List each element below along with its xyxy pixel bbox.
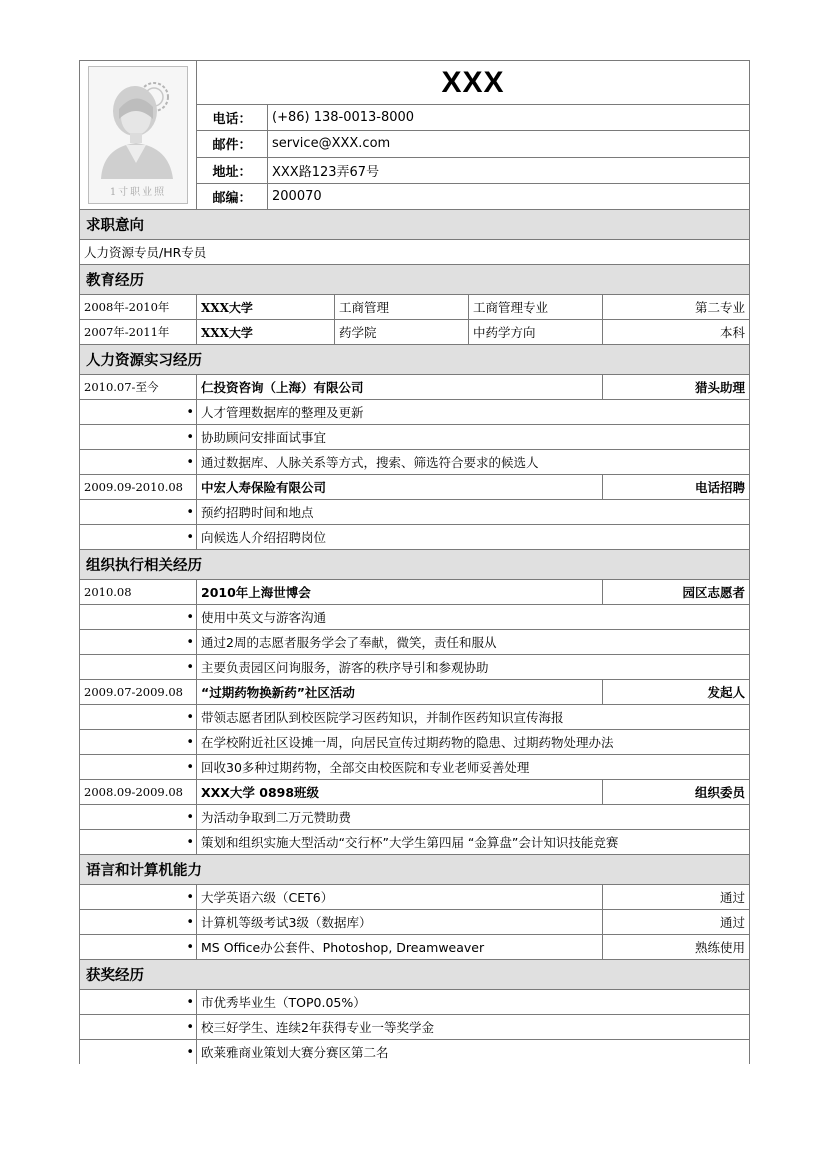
bullet-glyph: •	[80, 705, 197, 730]
experience-header-row	[80, 580, 750, 605]
award-item: 校三好学生、连续2年获得专业一等奖学金	[197, 1015, 750, 1040]
education-degree: 第二专业	[603, 295, 750, 320]
experience-org: 仁投资咨询（上海）有限公司	[197, 375, 603, 400]
experience-role: 组织委员	[603, 780, 750, 805]
experience-header-row	[80, 375, 750, 400]
bullet-row	[80, 605, 750, 630]
section-title-education: 教育经历	[80, 265, 750, 295]
bullet-text: 向候选人介绍招聘岗位	[197, 525, 750, 550]
bullet-glyph: •	[80, 655, 197, 680]
bullet-row	[80, 755, 750, 780]
bullet-text: 为活动争取到二万元赞助费	[197, 805, 750, 830]
bullet-text: 人才管理数据库的整理及更新	[197, 400, 750, 425]
skill-row	[80, 910, 750, 935]
skill-level: 通过	[603, 885, 750, 910]
bullet-row	[80, 730, 750, 755]
objective-value: 人力资源专员/HR专员	[80, 240, 750, 265]
experience-header-row	[80, 680, 750, 705]
bullet-glyph: •	[80, 990, 197, 1015]
skill-item: 计算机等级考试3级（数据库）	[197, 910, 603, 935]
phone-value: (+86) 138-0013-8000	[268, 105, 750, 131]
bullet-row	[80, 655, 750, 680]
experience-role: 发起人	[603, 680, 750, 705]
bullet-text: 预约招聘时间和地点	[197, 500, 750, 525]
bullet-row	[80, 1015, 750, 1040]
experience-role: 猎头助理	[603, 375, 750, 400]
bullet-text: 回收30多种过期药物，全部交由校医院和专业老师妥善处理	[197, 755, 750, 780]
experience-period: 2008.09-2009.08	[80, 780, 197, 805]
skill-level: 通过	[603, 910, 750, 935]
education-degree: 本科	[603, 320, 750, 345]
bullet-text: 策划和组织实施大型活动“交行杯”大学生第四届 “金算盘”会计知识技能竞赛	[197, 830, 750, 855]
bullet-row	[80, 705, 750, 730]
email-label: 邮件：	[197, 131, 268, 157]
education-period: 2007年-2011年	[80, 320, 197, 345]
section-title-organization: 组织执行相关经历	[80, 550, 750, 580]
bullet-row	[80, 805, 750, 830]
section-title-internship: 人力资源实习经历	[80, 345, 750, 375]
section-title-skills: 语言和计算机能力	[80, 855, 750, 885]
experience-org: 2010年上海世博会	[197, 580, 603, 605]
candidate-name: XXX	[197, 61, 750, 105]
bullet-row	[80, 830, 750, 855]
experience-header-row	[80, 475, 750, 500]
bullet-glyph: •	[80, 500, 197, 525]
skill-row	[80, 885, 750, 910]
education-period: 2008年-2010年	[80, 295, 197, 320]
section-title-objective: 求职意向	[80, 210, 750, 240]
experience-role: 电话招聘	[603, 475, 750, 500]
skill-row	[80, 935, 750, 960]
email-value: service@XXX.com	[268, 131, 750, 157]
bullet-row	[80, 990, 750, 1015]
bullet-glyph: •	[80, 525, 197, 550]
bullet-row	[80, 630, 750, 655]
experience-org: XXX大学 0898班级	[197, 780, 603, 805]
award-item: 欧莱雅商业策划大赛分赛区第二名	[197, 1040, 750, 1065]
award-item: 市优秀毕业生（TOP0.05%）	[197, 990, 750, 1015]
address-label: 地址：	[197, 157, 268, 183]
postcode-value: 200070	[268, 183, 750, 209]
photo-caption: 1寸职业照	[109, 187, 167, 198]
bullet-row	[80, 525, 750, 550]
experience-org: “过期药物换新药”社区活动	[197, 680, 603, 705]
bullet-row	[80, 500, 750, 525]
bullet-glyph: •	[80, 605, 197, 630]
experience-org: 中宏人寿保险有限公司	[197, 475, 603, 500]
bullet-glyph: •	[80, 1040, 197, 1065]
education-dept: 工商管理	[335, 295, 469, 320]
skill-level: 熟练使用	[603, 935, 750, 960]
education-school: XXX大学	[197, 295, 335, 320]
photo-cell	[80, 61, 197, 210]
phone-label: 电话：	[197, 105, 268, 131]
bullet-text: 协助顾问安排面试事宜	[197, 425, 750, 450]
skill-item: 大学英语六级（CET6）	[197, 885, 603, 910]
bullet-text: 在学校附近社区设摊一周，向居民宣传过期药物的隐患、过期药物处理办法	[197, 730, 750, 755]
education-row	[80, 295, 750, 320]
resume-table	[79, 60, 750, 1064]
experience-period: 2009.07-2009.08	[80, 680, 197, 705]
education-major: 工商管理专业	[469, 295, 603, 320]
address-value: XXX路123弄67号	[268, 157, 750, 183]
skill-item: MS Office办公套件、Photoshop, Dreamweaver	[197, 935, 603, 960]
bullet-row	[80, 400, 750, 425]
bullet-row	[80, 425, 750, 450]
education-major: 中药学方向	[469, 320, 603, 345]
bullet-glyph: •	[80, 1015, 197, 1040]
education-dept: 药学院	[335, 320, 469, 345]
bullet-text: 主要负责园区问询服务，游客的秩序导引和参观协助	[197, 655, 750, 680]
bullet-text: 带领志愿者团队到校医院学习医药知识，并制作医药知识宣传海报	[197, 705, 750, 730]
profile-photo-placeholder	[88, 66, 188, 204]
bullet-text: 通过2周的志愿者服务学会了奉献，微笑，责任和服从	[197, 630, 750, 655]
experience-role: 园区志愿者	[603, 580, 750, 605]
bullet-glyph: •	[80, 755, 197, 780]
bullet-text: 使用中英文与游客沟通	[197, 605, 750, 630]
bullet-glyph: •	[80, 450, 197, 475]
bullet-glyph: •	[80, 910, 197, 935]
bullet-glyph: •	[80, 400, 197, 425]
experience-header-row	[80, 780, 750, 805]
bullet-text: 通过数据库、人脉关系等方式，搜索、筛选符合要求的候选人	[197, 450, 750, 475]
bullet-glyph: •	[80, 630, 197, 655]
bullet-glyph: •	[80, 885, 197, 910]
bullet-row	[80, 450, 750, 475]
resume-document	[79, 60, 749, 1064]
experience-period: 2009.09-2010.08	[80, 475, 197, 500]
education-row	[80, 320, 750, 345]
bullet-glyph: •	[80, 830, 197, 855]
bullet-glyph: •	[80, 730, 197, 755]
experience-period: 2010.08	[80, 580, 197, 605]
education-school: XXX大学	[197, 320, 335, 345]
experience-period: 2010.07-至今	[80, 375, 197, 400]
bullet-row	[80, 1040, 750, 1065]
bullet-glyph: •	[80, 805, 197, 830]
bullet-glyph: •	[80, 935, 197, 960]
section-title-awards: 获奖经历	[80, 960, 750, 990]
bullet-glyph: •	[80, 425, 197, 450]
postcode-label: 邮编：	[197, 183, 268, 209]
